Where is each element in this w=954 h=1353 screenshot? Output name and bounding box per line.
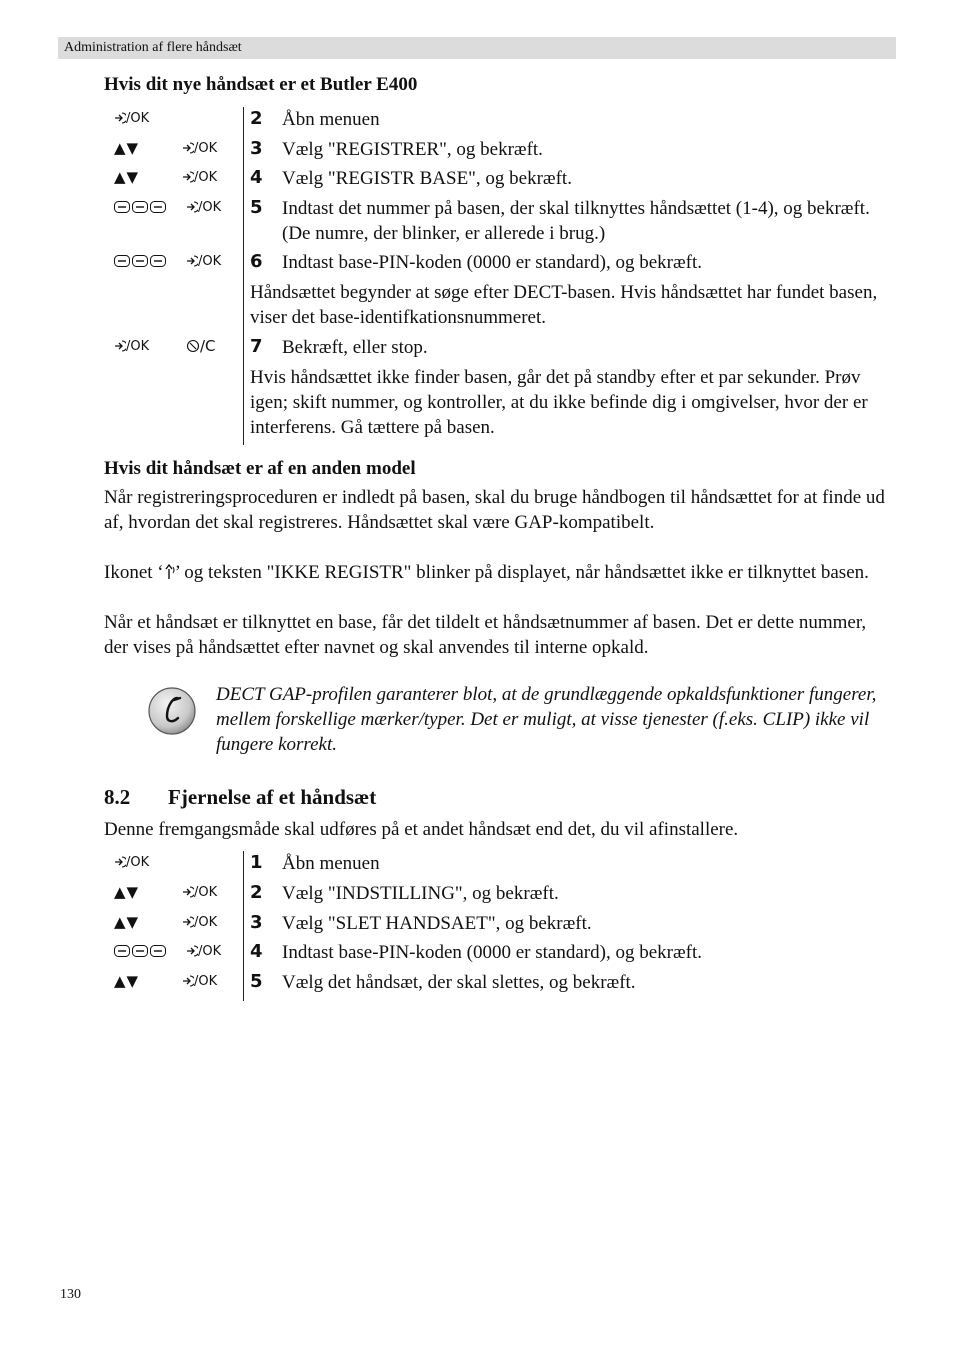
- number-keys-icon: [114, 252, 166, 270]
- step-number: 7: [250, 336, 263, 357]
- ok-key-icon: /OK: [182, 139, 217, 157]
- ok-key-icon: /OK: [114, 109, 149, 127]
- note-text: DECT GAP-profilen garanterer blot, at de grundlæggende opkaldsfunktioner fungerer, mellem forskellige mærker/typer. Det er muligt, at visse tjenester (f.eks. CLIP) ikke vil fungere korrekt.: [216, 684, 877, 755]
- ok-key-icon: /OK: [182, 168, 217, 186]
- ok-key-icon: /OK: [186, 198, 221, 216]
- running-header: [58, 37, 896, 59]
- step-text: Bekræft, eller stop.: [282, 337, 428, 358]
- step-text: Åbn menuen: [282, 853, 380, 874]
- step-number: 2: [250, 108, 263, 129]
- subheading-butler: Hvis dit nye håndsæt er et Butler E400: [104, 74, 418, 95]
- up-down-arrows-icon: ▲▼: [114, 139, 140, 157]
- step-text: Indtast base-PIN-koden (0000 er standard), og bekræft.: [282, 252, 702, 273]
- step-number: 5: [250, 197, 263, 218]
- icon-blink-paragraph: Ikonet ‘ ’ og teksten "IKKE REGISTR" blinker på displayet, når håndsættet ikke er tilknyttet basen.: [104, 562, 869, 583]
- step-text: Vælg "INDSTILLING", og bekræft.: [282, 883, 559, 904]
- step-text: Indtast base-PIN-koden (0000 er standard), og bekræft.: [282, 942, 702, 963]
- step-number: 4: [250, 167, 263, 188]
- step-number: 2: [250, 882, 263, 903]
- ok-key-icon: /OK: [114, 853, 149, 871]
- up-down-arrows-icon: ▲▼: [114, 972, 140, 990]
- section-heading: [104, 785, 376, 810]
- section-number: 8.2: [104, 785, 131, 809]
- ok-key-icon: /OK: [186, 252, 221, 270]
- step-text: Vælg "SLET HANDSAET", og bekræft.: [282, 913, 592, 934]
- step-number: 5: [250, 971, 263, 992]
- stop-key-icon: /C: [186, 337, 216, 355]
- ok-key-icon: /OK: [182, 972, 217, 990]
- search-info-paragraph: Håndsættet begynder at søge efter DECT-basen. Hvis håndsættet har fundet basen, viser det base-identifkationsnummeret.: [250, 282, 878, 328]
- number-keys-icon: [114, 198, 166, 216]
- section-intro: Denne fremgangsmåde skal udføres på et andet håndsæt end det, du vil afinstallere.: [104, 819, 739, 840]
- running-header-title: Administration af flere håndsæt: [64, 40, 242, 55]
- step-number: 3: [250, 138, 263, 159]
- page-number: 130: [60, 1287, 81, 1302]
- ok-key-icon: /OK: [182, 883, 217, 901]
- step-number: 1: [250, 852, 263, 873]
- ok-key-icon: /OK: [182, 913, 217, 931]
- step-number: 4: [250, 941, 263, 962]
- not-found-paragraph: Hvis håndsættet ikke finder basen, går det på standby efter et par sekunder. Prøv igen; skift nummer, og kontroller, at du ikke befinde dig i omgivelser, hvor der er interferens. Gå tættere på basen.: [250, 367, 868, 438]
- subheading-other-model: Hvis dit håndsæt er af en anden model: [104, 458, 416, 479]
- step-number: 3: [250, 912, 263, 933]
- step-text: Vælg "REGISTR BASE", og bekræft.: [282, 168, 572, 189]
- handset-number-paragraph: Når et håndsæt er tilknyttet en base, får det tildelt et håndsætnummer af basen. Det er dette nummer, der vises på håndsættet efter navnet og skal anvendes til interne opkald.: [104, 612, 867, 658]
- info-icon: [147, 686, 197, 741]
- step-text: Vælg det håndsæt, der skal slettes, og bekræft.: [282, 972, 636, 993]
- other-model-paragraph: Når registreringsproceduren er indledt på basen, skal du bruge håndbogen til håndsættet for at finde ud af, hvordan det skal registreres. Håndsættet skal være GAP-kompatibelt.: [104, 487, 885, 533]
- step-number: 6: [250, 251, 263, 272]
- step-list-remove: [104, 851, 894, 1001]
- step-list-register: [104, 107, 894, 445]
- step-text: Åbn menuen: [282, 109, 380, 130]
- ok-key-icon: /OK: [114, 337, 149, 355]
- step-divider: [243, 851, 244, 1001]
- number-keys-icon: [114, 942, 166, 960]
- section-title: Fjernelse af et håndsæt: [168, 785, 377, 809]
- ok-key-icon: /OK: [186, 942, 221, 960]
- antenna-icon: [164, 564, 175, 580]
- up-down-arrows-icon: ▲▼: [114, 168, 140, 186]
- step-divider: [243, 107, 244, 445]
- step-text: Indtast det nummer på basen, der skal tilknyttes håndsættet (1-4), og bekræft. (De numre, der blinker, er allerede i brug.): [282, 198, 870, 244]
- step-text: Vælg "REGISTRER", og bekræft.: [282, 139, 543, 160]
- up-down-arrows-icon: ▲▼: [114, 913, 140, 931]
- up-down-arrows-icon: ▲▼: [114, 883, 140, 901]
